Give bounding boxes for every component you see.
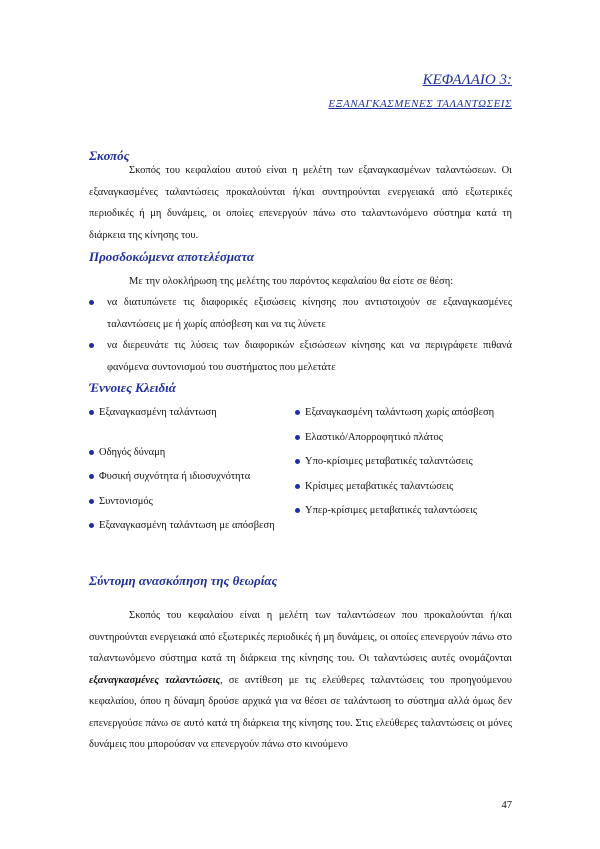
bullet-icon [89,300,94,305]
list-item-text: να διατυπώνετε τις διαφορικές εξισώσεις κίνησης που αντιστοιχούν σε εξαναγκασμένες ταλαντώσεις με ή χωρίς απόσβεση και να τις λύνετε [107,297,512,330]
list-item [89,442,289,464]
outcomes-list [89,292,512,378]
bullet-icon [89,523,94,528]
bullet-icon [89,343,94,348]
list-item [89,402,289,424]
list-item [89,335,512,378]
keyword: Υπερ-κρίσιμες μεταβατικές ταλαντώσεις [305,505,478,516]
page-number: 47 [501,800,512,811]
keyword: Εξαναγκασμένη ταλάντωση με απόσβεση [99,520,275,531]
list-item-text: να διερευνάτε τις λύσεις των διαφορικών εξισώσεων κίνησης και να περιγράφετε πιθανά φανόμενα συντονισμού του συστήματος που μελετάτε [107,340,512,373]
bullet-icon [295,410,300,415]
keyword: Κρίσιμες μεταβατικές ταλαντώσεις [305,480,454,492]
review-paragraph [89,605,512,756]
bullet-icon [89,474,94,479]
list-item [295,500,500,522]
purpose-heading: Σκοπός [89,148,130,163]
review-heading: Σύντομη ανασκόπηση της θεωρίας [89,573,278,588]
bullet-icon [89,499,94,504]
list-item [295,476,500,498]
keywords-right-column [295,402,500,525]
outcomes-intro: Με την ολοκλήρωση της μελέτης του παρόντος κεφαλαίου θα είστε σε θέση: [129,276,454,287]
keyword: Συντονισμός [99,495,153,507]
bullet-icon [295,435,300,440]
list-item [295,402,500,424]
list-item [295,451,500,473]
list-item [89,466,289,488]
keyword: Εξαναγκασμένη ταλάντωση [99,407,217,418]
keywords-left-column [89,402,289,540]
chapter-title: ΕΞΑΝΑΓΚΑΣΜΕΝΕΣ ΤΑΛΑΝΤΩΣΕΙΣ [328,98,512,110]
keyword: Ελαστικό/Απορροφητικό πλάτος [305,431,443,443]
review-text: Σκοπός του κεφαλαίου είναι η μελέτη των ταλαντώσεων που προκαλούνται ή/και συντηρούνται ενεργειακά από εξωτερικές περιοδικές ή μη δυνάμεις, οι οποίες επενεργούν πάνω στο ταλαντωνόμενο σύστημα κατά τη διάρκεια της κίνησης του. Οι ταλαντώσεις αυτές ονομάζονται [89,610,512,664]
keyword: Εξαναγκασμένη ταλάντωση χωρίς απόσβεση [305,407,495,418]
review-emphasis: εξαναγκασμένες ταλαντώσεις [89,674,221,686]
list-item [89,491,289,513]
bullet-icon [295,484,300,489]
bullet-icon [89,450,94,455]
keyword: Υπο-κρίσιμες μεταβατικές ταλαντώσεις [305,456,473,467]
list-item [89,292,512,335]
bullet-icon [295,508,300,513]
chapter-number: ΚΕΦΑΛΑΙΟ 3: [422,72,512,88]
keyword: Οδηγός δύναμη [99,446,166,458]
list-item [295,427,500,449]
bullet-icon [295,459,300,464]
review-text: , σε αντίθεση με τις ελεύθερες ταλαντώσεις του προηγούμενου κεφαλαίου, όπου η δύναμη δρούσε αρχικά για να θέσει σε ταλάντωση το σύστημα αλλά όμως δεν επενεργούσε πάνω σε αυτό κατά τη διάρκεια της κίνησης του. Στις ελεύθερες ταλαντώσεις οι μόνες δυνάμεις που μπορούσαν να επενεργούν πάνω στο κινούμενο [89,674,512,750]
list-item [89,515,289,537]
outcomes-heading: Προσδοκώμενα αποτελέσματα [89,249,255,264]
bullet-icon [89,410,94,415]
keywords-heading: Έννοιες Κλειδιά [89,380,176,395]
keyword: Φυσική συχνότητα ή ιδιοσυχνότητα [99,471,251,482]
purpose-paragraph: Σκοπός του κεφαλαίου αυτού είναι η μελέτη των εξαναγκασμένων ταλαντώσεων. Οι εξαναγκασμένες ταλαντώσεις προκαλούνται ή/και συντηρούνται ενεργειακά από εξωτερικές περιοδικές ή μη δυνάμεις, οι οποίες επενεργούν πάνω στο ταλαντωνόμενο σύστημα κατά τη διάρκεια της κίνησης του. [89,165,512,241]
